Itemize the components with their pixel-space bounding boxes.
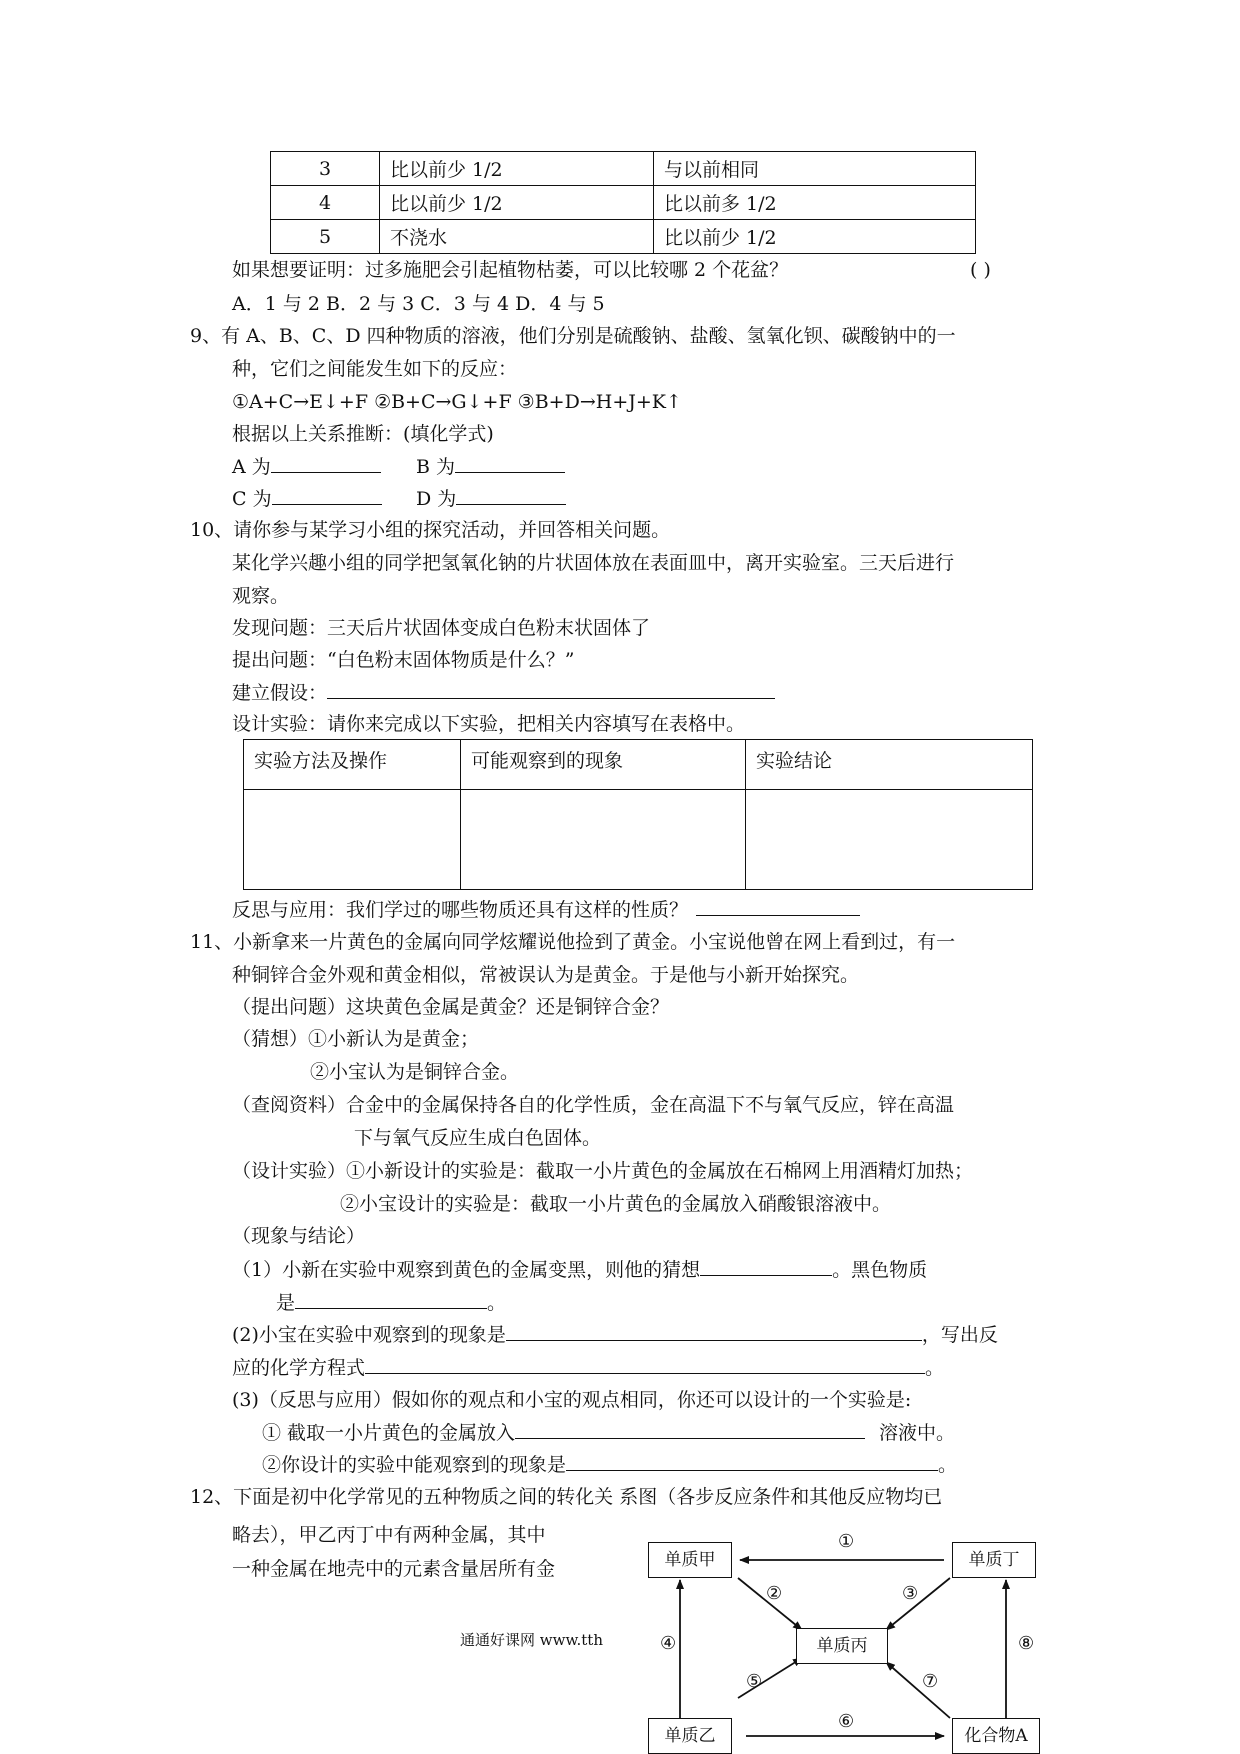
answer-blank[interactable] [272,484,382,505]
q11-part3-a [262,1418,955,1447]
table-cell: 比以前少 1/2 [654,220,976,254]
q11-ask: （提出问题）这块黄色金属是黄金？还是铜锌合金？ [232,996,670,1018]
answer-blank[interactable] [700,1255,832,1276]
q9-answer-a [232,452,381,481]
answer-blank[interactable] [365,1353,925,1374]
q9-answer-c [232,484,382,513]
table-cell: 比以前少 1/2 [380,186,654,220]
table-cell: 与以前相同 [654,152,976,186]
conversion-diagram [640,1522,1050,1750]
node-ding: 单质丁 [952,1542,1036,1578]
answer-blank[interactable] [506,1320,922,1341]
q10-discover: 发现问题：三天后片状固体变成白色粉末状固体了 [232,617,651,639]
answer-label: C 为 [232,488,272,510]
part-text: 应的化学方程式 [232,1357,366,1379]
q11-part2-line2 [232,1353,944,1382]
q10-hypothesis [232,678,775,707]
arrow-7 [886,1662,950,1718]
label-1: ① [838,1531,855,1552]
answer-blank[interactable] [456,484,566,505]
table-header: 实验结论 [746,740,1033,790]
q8-answer-paren: ( ) [970,259,991,281]
table-cell: 比以前多 1/2 [654,186,976,220]
table-header: 实验方法及操作 [244,740,461,790]
q11-phenomenon: （现象与结论） [232,1225,366,1247]
answer-blank[interactable] [515,1418,865,1439]
label-7: ⑦ [922,1671,939,1692]
q10-design: 设计实验：请你来完成以下实验，把相关内容填写在表格中。 [232,713,746,735]
q11-design1: （设计实验）①小新设计的实验是：截取一小片黄色的金属放在石棉网上用酒精灯加热； [232,1160,974,1182]
part-text: ① 截取一小片黄色的金属放入 [262,1422,516,1444]
q9-reactions: ①A+C→E↓+F ②B+C→G↓+F ③B+D→H+J+K↑ [232,391,682,413]
part-text: 。 [925,1357,945,1379]
part-text: 。黑色物质 [832,1259,928,1281]
answer-blank[interactable] [295,1288,487,1309]
answer-blank[interactable] [271,452,381,473]
part-text: (2)小宝在实验中观察到的现象是 [232,1324,506,1346]
table-cell: 5 [271,220,380,254]
q11-reference-line2: 下与氧气反应生成白色固体。 [354,1127,602,1149]
part-text: ②你设计的实验中能观察到的现象是 [262,1454,567,1476]
q12-stem-line3: 一种金属在地壳中的元素含量居所有金 [232,1558,556,1580]
hypothesis-blank[interactable] [327,678,775,699]
q12-stem-line1: 12、下面是初中化学常见的五种物质之间的转化关 系图（各步反应条件和其他反应物均已 [190,1486,943,1508]
table-header: 可能观察到的现象 [461,740,746,790]
q10-question: 提出问题：“白色粉末固体物质是什么？” [232,649,575,671]
part-text: （1）小新在实验中观察到黄色的金属变黑，则他的猜想 [232,1259,701,1281]
table-cell-empty[interactable] [461,790,746,890]
q11-part2-line1 [232,1320,998,1349]
part-text: ，写出反 [921,1324,998,1346]
q10-stem-line2: 某化学兴趣小组的同学把氢氧化钠的片状固体放在表面皿中，离开实验室。三天后进行 [232,552,955,574]
answer-label: B 为 [416,456,456,478]
label-6: ⑥ [838,1711,855,1732]
label-2: ② [766,1583,783,1604]
node-yi: 单质乙 [648,1718,732,1754]
label-4: ④ [660,1633,677,1654]
part-text: 。 [487,1292,507,1314]
q11-guess1: （猜想）①小新认为是黄金； [232,1028,480,1050]
hypothesis-label: 建立假设： [232,682,328,704]
reflect-label: 反思与应用：我们学过的哪些物质还具有这样的性质？ [232,899,689,921]
reflect-blank[interactable] [696,895,860,916]
q11-stem-line1: 11、小新拿来一片黄色的金属向同学炫耀说他捡到了黄金。小宝说他曾在网上看到过，有一 [190,931,956,953]
answer-label: D 为 [416,488,457,510]
node-compound-a: 化合物A [952,1718,1040,1754]
q9-answer-b [416,452,565,481]
table-cell-empty[interactable] [244,790,461,890]
q9-stem-line2: 种，它们之间能发生如下的反应： [232,358,518,380]
q8-question: 如果想要证明：过多施肥会引起植物枯萎，可以比较哪 2 个花盆？ [232,259,789,281]
label-8: ⑧ [1018,1633,1035,1654]
label-3: ③ [902,1583,919,1604]
part-text: 溶液中。 [879,1422,956,1444]
q8-options: A．1 与 2 B．2 与 3 C．3 与 4 D．4 与 5 [232,293,605,315]
node-jia: 单质甲 [648,1542,732,1578]
plant-table [270,151,976,254]
q9-infer: 根据以上关系推断：(填化学式) [232,423,494,445]
page-footer: 通通好课网 www.tth [460,1631,603,1649]
q11-part1-line1 [232,1255,927,1284]
answer-blank[interactable] [566,1450,938,1471]
node-bing: 单质丙 [796,1628,888,1664]
q11-part3: (3)（反思与应用）假如你的观点和小宝的观点相同，你还可以设计的一个实验是: [232,1389,912,1411]
answer-blank[interactable] [455,452,565,473]
table-cell: 3 [271,152,380,186]
q11-part3-b [262,1450,957,1479]
q11-guess2: ②小宝认为是铜锌合金。 [310,1061,520,1083]
part-text: 是 [276,1292,296,1314]
q12-stem-line2: 略去），甲乙丙丁中有两种金属，其中 [232,1524,546,1546]
label-5: ⑤ [746,1671,763,1692]
q10-reflect [232,895,860,924]
q11-design2: ②小宝设计的实验是：截取一小片黄色的金属放入硝酸银溶液中。 [340,1193,892,1215]
table-cell: 比以前少 1/2 [380,152,654,186]
q9-stem-line1: 9、有 A、B、C、D 四种物质的溶液，他们分别是硫酸钠、盐酸、氢氧化钡、碳酸钠中的一 [190,325,956,347]
table-cell: 不浇水 [380,220,654,254]
q11-stem-line2: 种铜锌合金外观和黄金相似，常被误认为是黄金。于是他与小新开始探究。 [232,964,860,986]
q11-reference-line1: （查阅资料）合金中的金属保持各自的化学性质，金在高温下不与氧气反应，锌在高温 [232,1094,955,1116]
q10-stem-line1: 10、请你参与某学习小组的探究活动，并回答相关问题。 [190,519,671,541]
part-text: 。 [938,1454,958,1476]
experiment-table [243,739,1033,890]
table-cell-empty[interactable] [746,790,1033,890]
q10-stem-line3: 观察。 [232,585,290,607]
q11-part1-line2 [276,1288,506,1317]
q9-answer-d [416,484,566,513]
table-cell: 4 [271,186,380,220]
answer-label: A 为 [232,456,271,478]
